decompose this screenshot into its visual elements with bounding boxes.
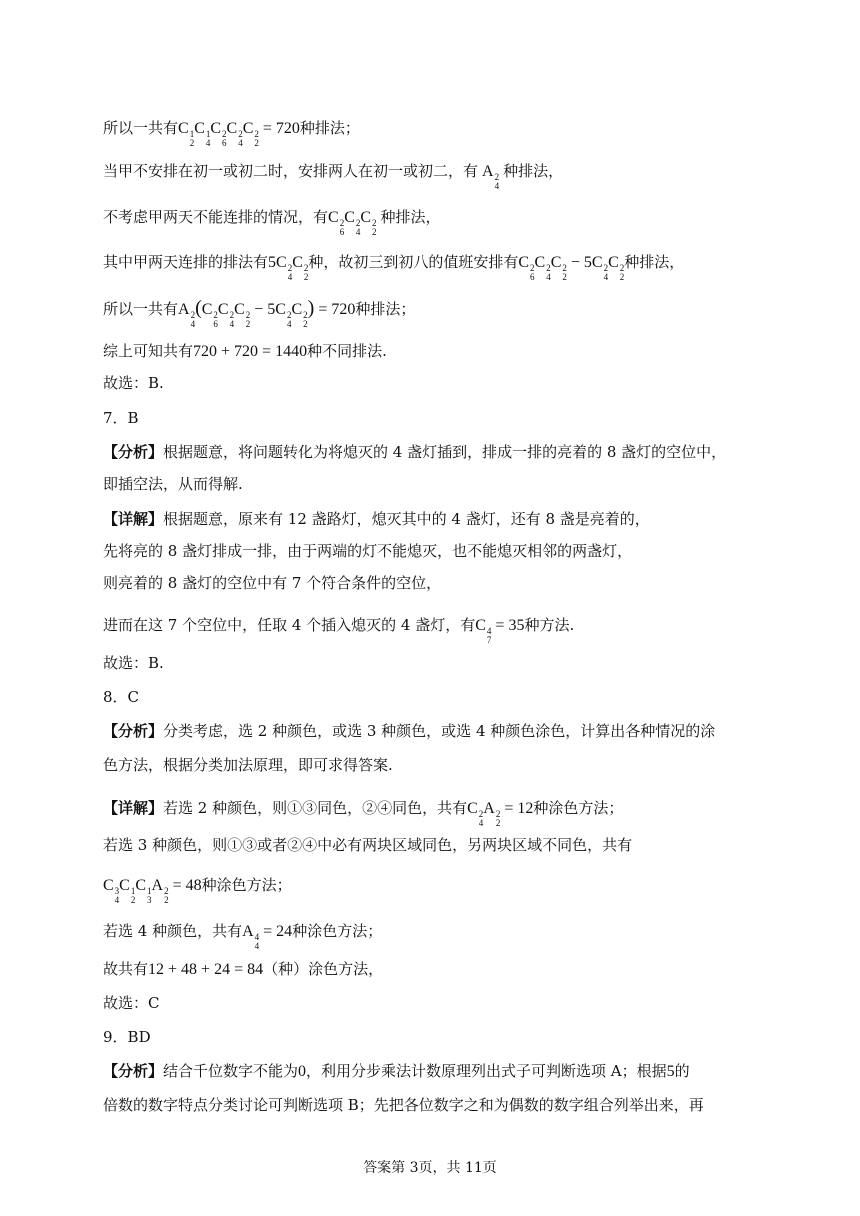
answer-line: 故选：C	[103, 994, 160, 1012]
math-expression: 720 + 720 = 1440	[193, 343, 308, 360]
analysis-line: 【分析】结合千位数字不能为0，利用分步乘法计数原理列出式子可判断选项 A；根据5的	[103, 1062, 690, 1080]
math-expression: C 4 7 = 35	[475, 617, 525, 645]
analysis-line: 色方法，根据分类加法原理，即可求得答案.	[103, 756, 393, 774]
detail-line: 若选 3 种颜色，则①③或者②④中必有两块区域同色，另两块区域不同色，共有	[103, 836, 633, 854]
answer-line: 故选：B.	[103, 374, 164, 392]
detail-line: C 3 4 C 1 2 C 1 3 A 2 2 = 48种涂色方法；	[103, 876, 292, 905]
detail-line: 【详解】若选 2 种颜色，则①③同色，②④同色，共有C 2 4 A 2 2 = 12种涂色方法；	[103, 799, 624, 828]
math-expression: C 2 6 C 2 4 C 2 2	[328, 209, 377, 237]
text-line: 所以一共有A 2 4 (C 2 6 C 2 4 C 2 2 − 5C 2 4 C 2 2 ) = 720种排法；	[103, 297, 416, 329]
detail-line: 则亮着的 8 盏灯的空位中有 7 个符合条件的空位，	[103, 574, 442, 592]
detail-line: 若选 4 种颜色，共有A 4 4 = 24种涂色方法；	[103, 922, 383, 951]
question-number: 9．BD	[103, 1028, 151, 1046]
text-line: 所以一共有C 1 2 C 1 4 C 2 6 C 2 4 C 2 2 = 720种排法；	[103, 119, 360, 148]
math-expression: A 2 4 (C 2 6 C 2 4 C 2 2 − 5C 2 4 C 2 2 ) = 720	[178, 297, 356, 329]
analysis-line: 【分析】根据题意，将问题转化为将熄灭的 4 盏灯插到，排成一排的亮着的 8 盏灯的空位中，	[103, 443, 727, 461]
detail-line: 【详解】根据题意，原来有 12 盏路灯，熄灭其中的 4 盏灯，还有 8 盏是亮着的，	[103, 510, 650, 528]
page-footer: 答案第 3页，共 11页	[363, 1160, 497, 1176]
analysis-line: 即插空法，从而得解.	[103, 475, 243, 493]
math-expression: A 4 4 = 24	[242, 923, 293, 951]
analysis-line: 倍数的数字特点分类讨论可判断选项 B；先把各位数字之和为偶数的数字组合列举出来，再	[103, 1096, 704, 1114]
math-expression: C 2 4 A 2 2 = 12	[467, 800, 534, 828]
text-line: 其中甲两天连排的排法有5C 2 4 C 2 2 种，故初三到初八的值班安排有C 2 6 C 2 4 C 2 2 − 5C 2 4 C 2 2 种排法，	[103, 253, 685, 282]
text-line: 综上可知共有720 + 720 = 1440种不同排法.	[103, 342, 387, 360]
detail-line: 进而在这 7 个空位中，任取 4 个插入熄灭的 4 盏灯，有C 4 7 = 35种方法.	[103, 616, 575, 645]
analysis-line: 【分析】分类考虑，选 2 种颜色，或选 3 种颜色，或选 4 种颜色涂色，计算出各种情况的涂	[103, 722, 716, 740]
detail-line: 故共有12 + 48 + 24 = 84（种）涂色方法，	[103, 960, 384, 978]
math-expression: 5C 2 4 C 2 2	[268, 254, 309, 282]
math-expression: C 3 4 C 1 2 C 1 3 A 2 2 = 48	[103, 877, 202, 905]
question-number: 7．B	[103, 409, 139, 427]
math-expression: A 2 4	[478, 163, 500, 191]
question-number: 8．C	[103, 688, 140, 706]
text-line: 当甲不安排在初一或初二时，安排两人在初一或初二，有 A 2 4 种排法，	[103, 162, 564, 191]
text-line: 不考虑甲两天不能连排的情况，有C 2 6 C 2 4 C 2 2 种排法，	[103, 208, 441, 237]
math-expression: C 1 2 C 1 4 C 2 6 C 2 4 C 2 2 = 720	[178, 120, 300, 148]
detail-line: 先将亮的 8 盏灯排成一排，由于两端的灯不能熄灭，也不能熄灭相邻的两盏灯，	[103, 542, 633, 560]
math-expression: 12 + 48 + 24 = 84	[148, 961, 264, 978]
math-expression: C 2 6 C 2 4 C 2 2 − 5C 2 4 C 2 2	[518, 254, 625, 282]
answer-line: 故选：B.	[103, 654, 164, 672]
